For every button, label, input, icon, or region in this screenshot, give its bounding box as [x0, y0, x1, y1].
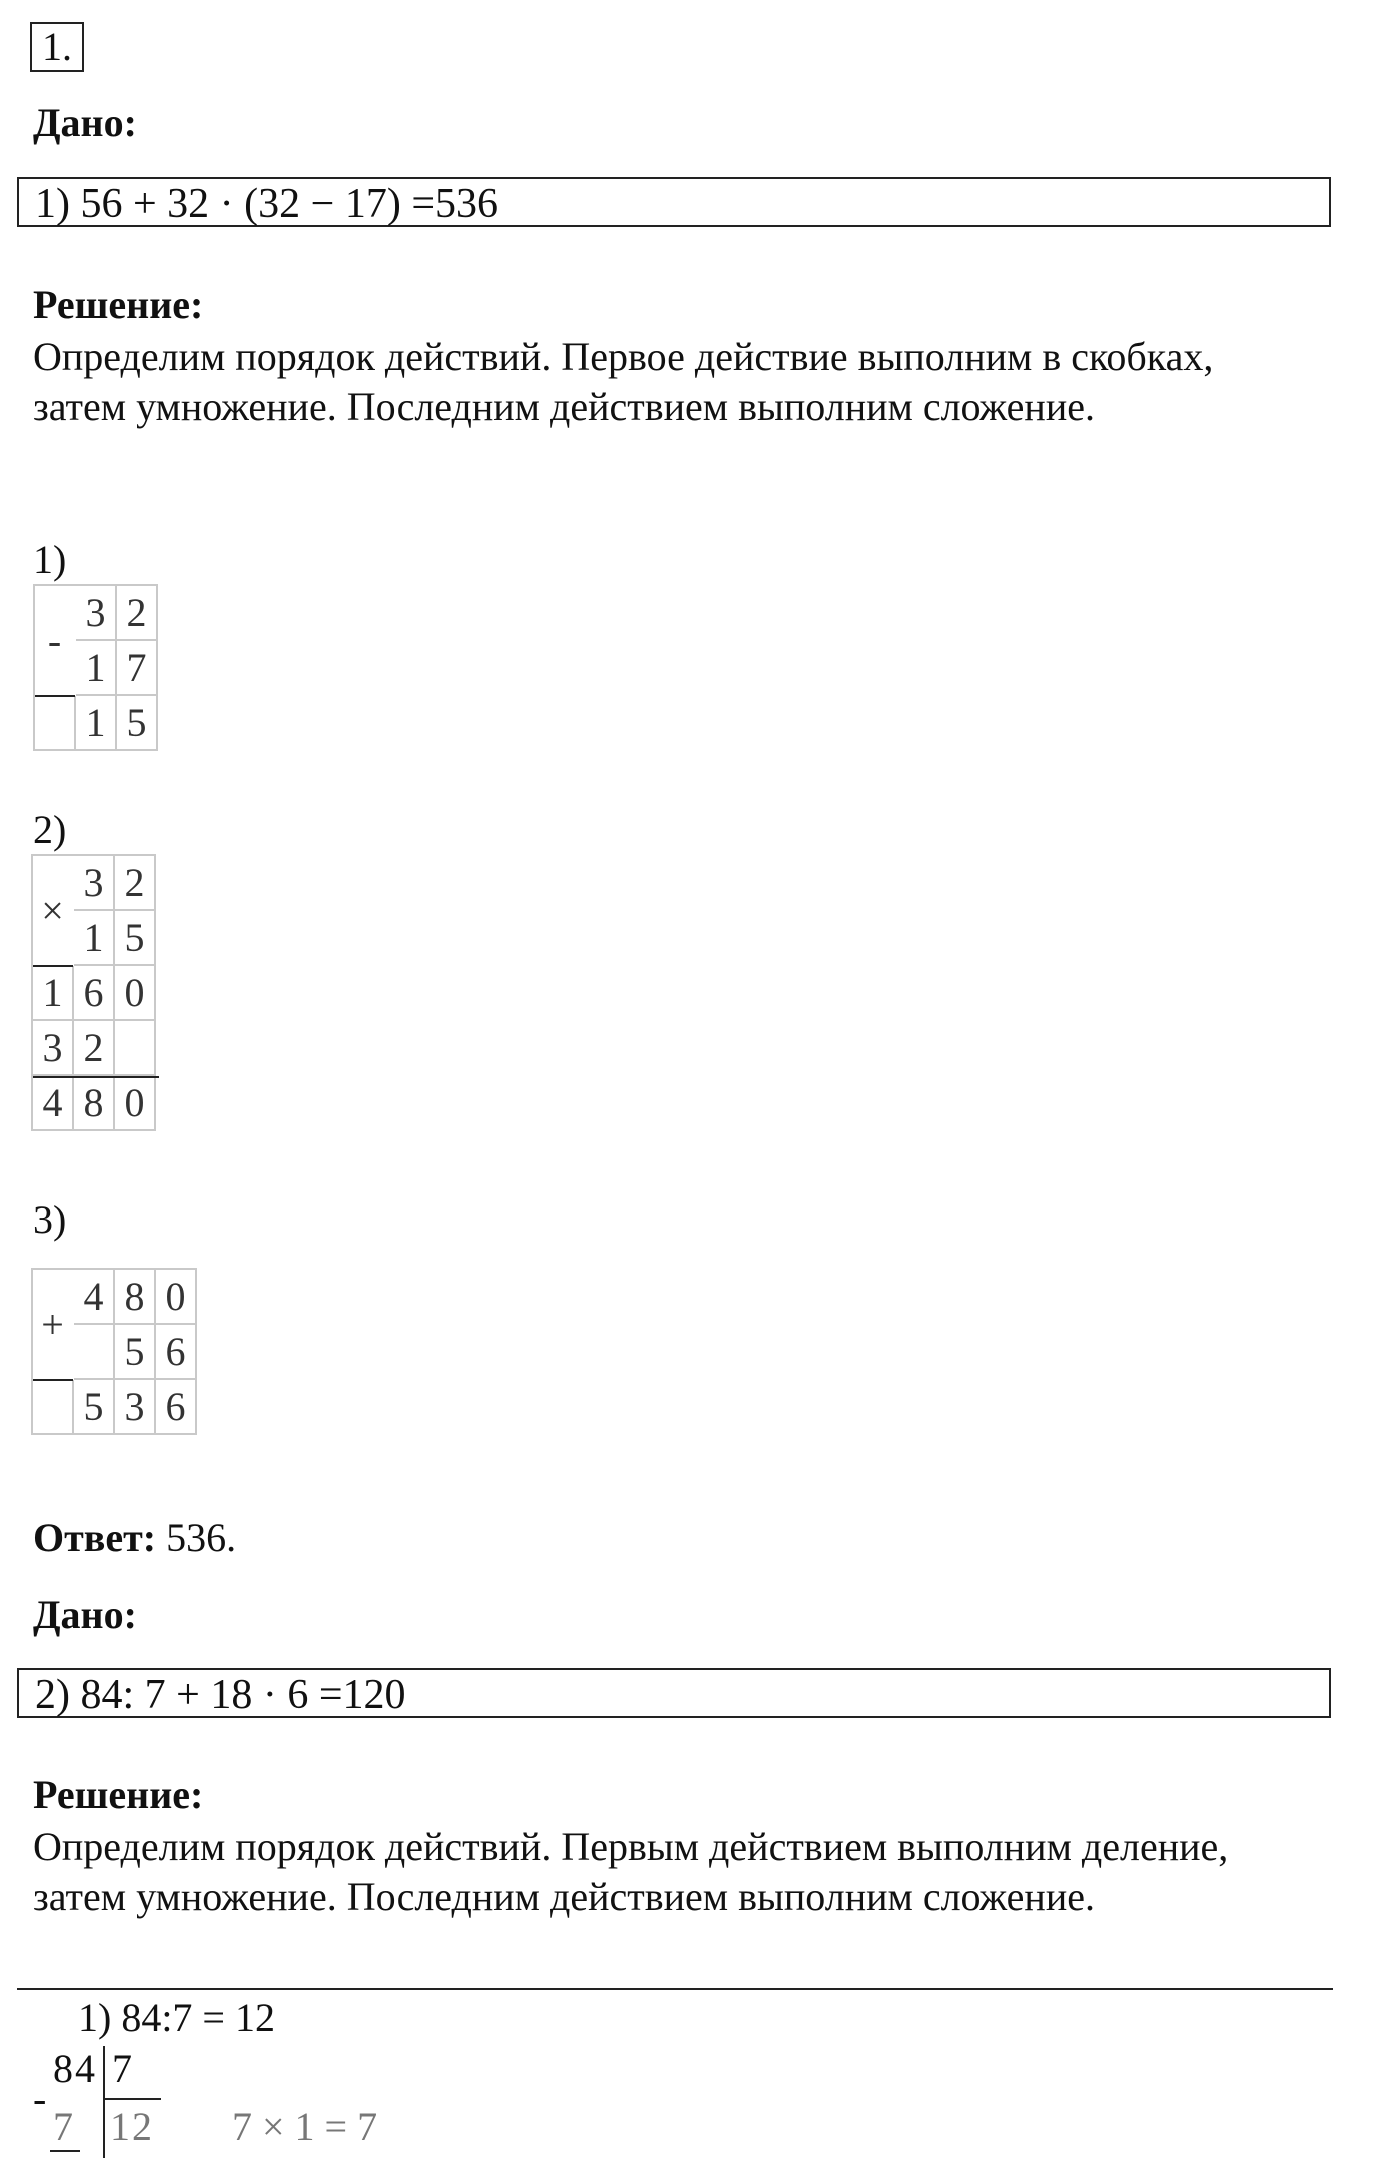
result-line	[33, 1076, 159, 1078]
grid-cell: 3	[75, 585, 116, 640]
grid-cell: 5	[116, 695, 157, 750]
divisor-line	[105, 2098, 161, 2100]
solution-text-2: Определим порядок действий. Первым действием выполним деление, затем умножение. Последним действием выполним сложение.	[33, 1824, 1229, 1919]
division-step-label: 1) 84:7 = 12	[78, 1995, 275, 2040]
answer-value: 536.	[166, 1515, 237, 1560]
given-expression-1: 1) 56 + 32 · (32 − 17) =536	[17, 177, 1331, 227]
grid-cell: 1	[73, 910, 114, 965]
grid-cell: 0	[114, 1075, 155, 1130]
grid-cell: 6	[155, 1324, 196, 1379]
given-label-1: Дано:	[33, 100, 137, 145]
grid-cell: 8	[73, 1075, 114, 1130]
grid-cell: 6	[155, 1379, 196, 1434]
step3-label: 3)	[33, 1197, 67, 1242]
grid-cell	[34, 695, 75, 750]
grid-cell: 7	[116, 640, 157, 695]
grid-cell: 8	[114, 1269, 155, 1324]
grid-cell: 4	[32, 1075, 73, 1130]
grid-cell: 5	[114, 910, 155, 965]
result-line	[33, 1379, 73, 1381]
solution-label-2: Решение:	[33, 1772, 204, 1817]
grid-cell: 1	[75, 695, 116, 750]
result-line	[33, 965, 73, 967]
plus-sign: +	[32, 1269, 73, 1379]
division-bar	[103, 2046, 105, 2158]
solution-label-1: Решение:	[33, 282, 204, 327]
grid-cell	[32, 1379, 73, 1434]
grid-cell: 5	[73, 1379, 114, 1434]
grid-cell: 1	[32, 965, 73, 1020]
check-note: 7 × 1 = 7	[232, 2104, 378, 2149]
divider	[17, 1988, 1333, 1990]
given-expression-2: 2) 84: 7 + 18 · 6 =120	[17, 1668, 1331, 1718]
grid-cell: 2	[116, 585, 157, 640]
multiplication-grid	[31, 854, 156, 1131]
grid-cell: 3	[73, 855, 114, 910]
quotient: 12	[110, 2104, 154, 2149]
answer-line-1	[33, 1513, 236, 1563]
grid-cell	[114, 1020, 155, 1075]
grid-cell: 3	[114, 1379, 155, 1434]
divisor: 7	[112, 2046, 132, 2091]
given-label-2: Дано:	[33, 1592, 137, 1637]
dividend: 84	[53, 2046, 97, 2091]
grid-cell: 3	[32, 1020, 73, 1075]
grid-cell: 4	[73, 1269, 114, 1324]
grid-cell	[73, 1324, 114, 1379]
step1-label: 1)	[33, 537, 67, 582]
addition-grid	[31, 1268, 197, 1435]
subtraction-line	[50, 2150, 80, 2152]
subtraction-grid	[33, 584, 158, 751]
solution-text-1: Определим порядок действий. Первое действие выполним в скобках, затем умножение. Последним действием выполним сложение.	[33, 334, 1214, 429]
task-number: 1.	[30, 22, 84, 72]
minus-sign: -	[34, 585, 75, 695]
grid-cell: 2	[73, 1020, 114, 1075]
grid-cell: 6	[73, 965, 114, 1020]
times-sign: ×	[32, 855, 73, 965]
grid-cell: 2	[114, 855, 155, 910]
result-line	[35, 695, 75, 697]
grid-cell: 0	[155, 1269, 196, 1324]
grid-cell: 0	[114, 965, 155, 1020]
minus-sign: -	[33, 2076, 47, 2121]
grid-cell: 5	[114, 1324, 155, 1379]
answer-label: Ответ:	[33, 1515, 157, 1560]
step2-label: 2)	[33, 807, 67, 852]
subtrahend: 7	[53, 2104, 73, 2149]
grid-cell: 1	[75, 640, 116, 695]
